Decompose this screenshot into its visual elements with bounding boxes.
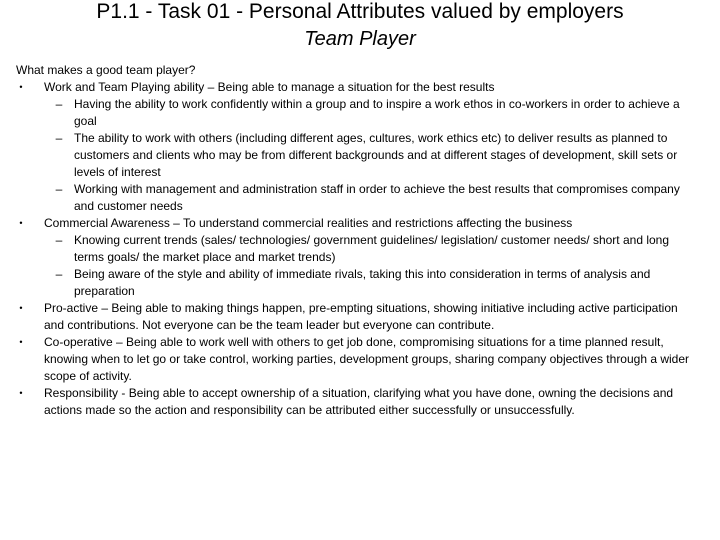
list-item-text: Commercial Awareness – To understand commercial realities and restrictions affecting the business (44, 216, 573, 230)
bullet-icon: • (19, 218, 23, 228)
list-item-text: Responsibility - Being able to accept ownership of a situation, clarifying what you have done, owning the decisions and actions made so the action and responsibility can be attributed either successfully or unsuccessfully. (44, 386, 674, 417)
dash-icon: – (55, 131, 63, 145)
content-body (16, 62, 700, 419)
sub-list-item-text: Having the ability to work confidently within a group and to inspire a work ethos in co-workers in order to achieve a goal (74, 97, 680, 128)
question-heading: What makes a good team player? (16, 63, 196, 77)
sub-list-item (44, 181, 700, 215)
page-subtitle: Team Player (304, 28, 416, 50)
bullet-icon: • (19, 388, 23, 398)
sub-list-item-text: Being aware of the style and ability of immediate rivals, taking this into consideration in terms of analysis and preparation (74, 267, 651, 298)
list-item (16, 300, 700, 334)
sub-list-item-text: Knowing current trends (sales/ technologies/ government guidelines/ legislation/ customer needs/ short and long terms goals/ the market place and market trends) (74, 233, 670, 264)
sub-list-item (44, 96, 700, 130)
dash-icon: – (55, 267, 63, 281)
list-item-text: Co-operative – Being able to work well with others to get job done, compromising situations for a time planned result, knowing when to let go or take control, working parties, development groups, sharing company objectives through a wider scope of activity. (44, 335, 690, 383)
bullet-icon: • (19, 337, 23, 347)
bullet-icon: • (19, 82, 23, 92)
list-item-text: Pro-active – Being able to making things happen, pre-empting situations, showing initiative including active participation and contributions. Not everyone can be the team leader but everyone can contribute. (44, 301, 678, 332)
attribute-list (16, 79, 700, 419)
dash-icon: – (55, 97, 63, 111)
list-item (16, 385, 700, 419)
dash-icon: – (55, 182, 63, 196)
dash-icon: – (55, 233, 63, 247)
sub-list (44, 96, 700, 215)
list-item-text: Work and Team Playing ability – Being able to manage a situation for the best results (44, 80, 495, 94)
list-item (16, 334, 700, 385)
sub-list-item-text: Working with management and administration staff in order to achieve the best results that compromises company and customer needs (74, 182, 680, 213)
sub-list-item (44, 130, 700, 181)
sub-list (44, 232, 700, 300)
bullet-icon: • (19, 303, 23, 313)
sub-list-item (44, 232, 700, 266)
sub-list-item (44, 266, 700, 300)
list-item (16, 215, 700, 300)
sub-list-item-text: The ability to work with others (including different ages, cultures, work ethics etc) to deliver results as planned to customers and clients who may be from different backgrounds and at different stages of development, skill sets or levels of interest (74, 131, 678, 179)
list-item (16, 79, 700, 215)
page-title: P1.1 - Task 01 - Personal Attributes valued by employers (96, 0, 624, 23)
